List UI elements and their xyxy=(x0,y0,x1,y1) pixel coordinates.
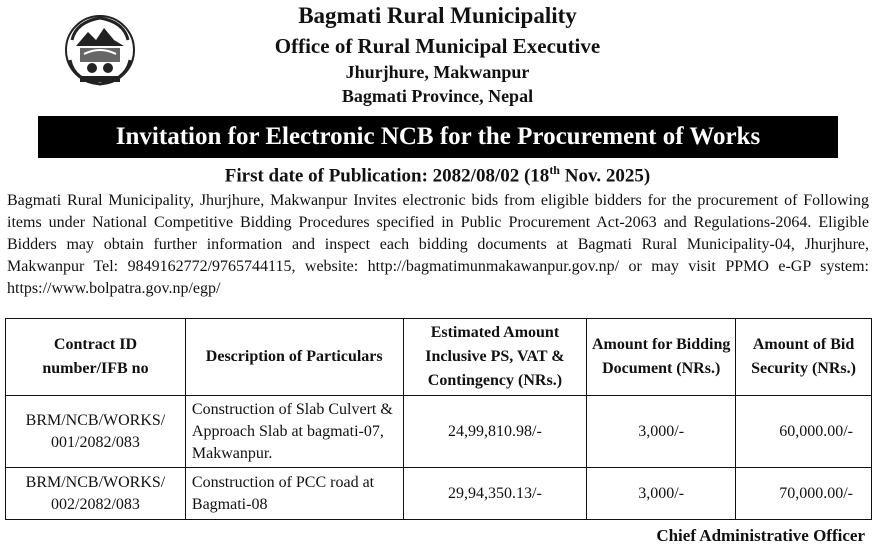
cell-contract-id: BRM/NCB/WORKS/ 002/2082/083 xyxy=(6,468,186,520)
bid-table xyxy=(5,318,872,520)
cell-bid-security: 70,000.00/- xyxy=(736,468,872,520)
office-location: Jhurjhure, Makwanpur xyxy=(345,62,530,82)
table-row xyxy=(6,396,872,468)
cell-bidding-document: 3,000/- xyxy=(587,396,736,468)
column-header-estimated-amount: Estimated Amount Inclusive PS, VAT & Contingency (NRs.) xyxy=(403,319,587,396)
signature-title: Chief Administrative Officer xyxy=(656,526,865,545)
notice-paragraph: Bagmati Rural Municipality, Jhurjhure, Makwanpur Invites electronic bids from eligible bidders for the procurement of Following items under National Competitive Bidding Procedures specified in Public Procurement Act-2063 and Regulations-2064. Eligible Bidders may obtain further information and inspect each bidding documents at Bagmati Rural Municipality-04, Jhurjhure, Makwanpur Tel: 9849162772/9765744115, website: http://bagmatimunmakawanpur.gov.np/ or may visit PPMO e-GP system: https://www.bolpatra.gov.np/egp/ xyxy=(7,192,869,297)
notice-title-banner: Invitation for Electronic NCB for the Procurement of Works xyxy=(38,116,838,158)
publication-date-sup: th xyxy=(549,163,560,177)
column-header-description: Description of Particulars xyxy=(185,319,403,396)
column-header-contract-id: Contract ID number/IFB no xyxy=(6,319,186,396)
publication-date-label: First date of Publication: 2082/08/02 (18 xyxy=(224,165,550,187)
province-name: Bagmati Province, Nepal xyxy=(341,86,534,106)
table-header-row xyxy=(6,319,872,396)
cell-bidding-document: 3,000/- xyxy=(587,468,736,520)
cell-estimated-amount: 29,94,350.13/- xyxy=(403,468,587,520)
cell-description: Construction of PCC road at Bagmati-08 xyxy=(185,468,403,520)
publication-date xyxy=(0,163,875,187)
cell-contract-id: BRM/NCB/WORKS/ 001/2082/083 xyxy=(6,396,186,468)
cell-estimated-amount: 24,99,810.98/- xyxy=(403,396,587,468)
office-name: Office of Rural Municipal Executive xyxy=(274,34,601,58)
column-header-bidding-document: Amount for Bidding Document (NRs.) xyxy=(587,319,736,396)
header xyxy=(0,0,875,112)
table-row xyxy=(6,468,872,520)
publication-date-suffix: Nov. 2025) xyxy=(559,165,651,187)
cell-description: Construction of Slab Culvert & Approach Slab at bagmati-07, Makwanpur. xyxy=(185,396,403,468)
cell-bid-security: 60,000.00/- xyxy=(736,396,872,468)
municipality-name: Bagmati Rural Municipality xyxy=(298,3,577,28)
column-header-bid-security: Amount of Bid Security (NRs.) xyxy=(736,319,872,396)
